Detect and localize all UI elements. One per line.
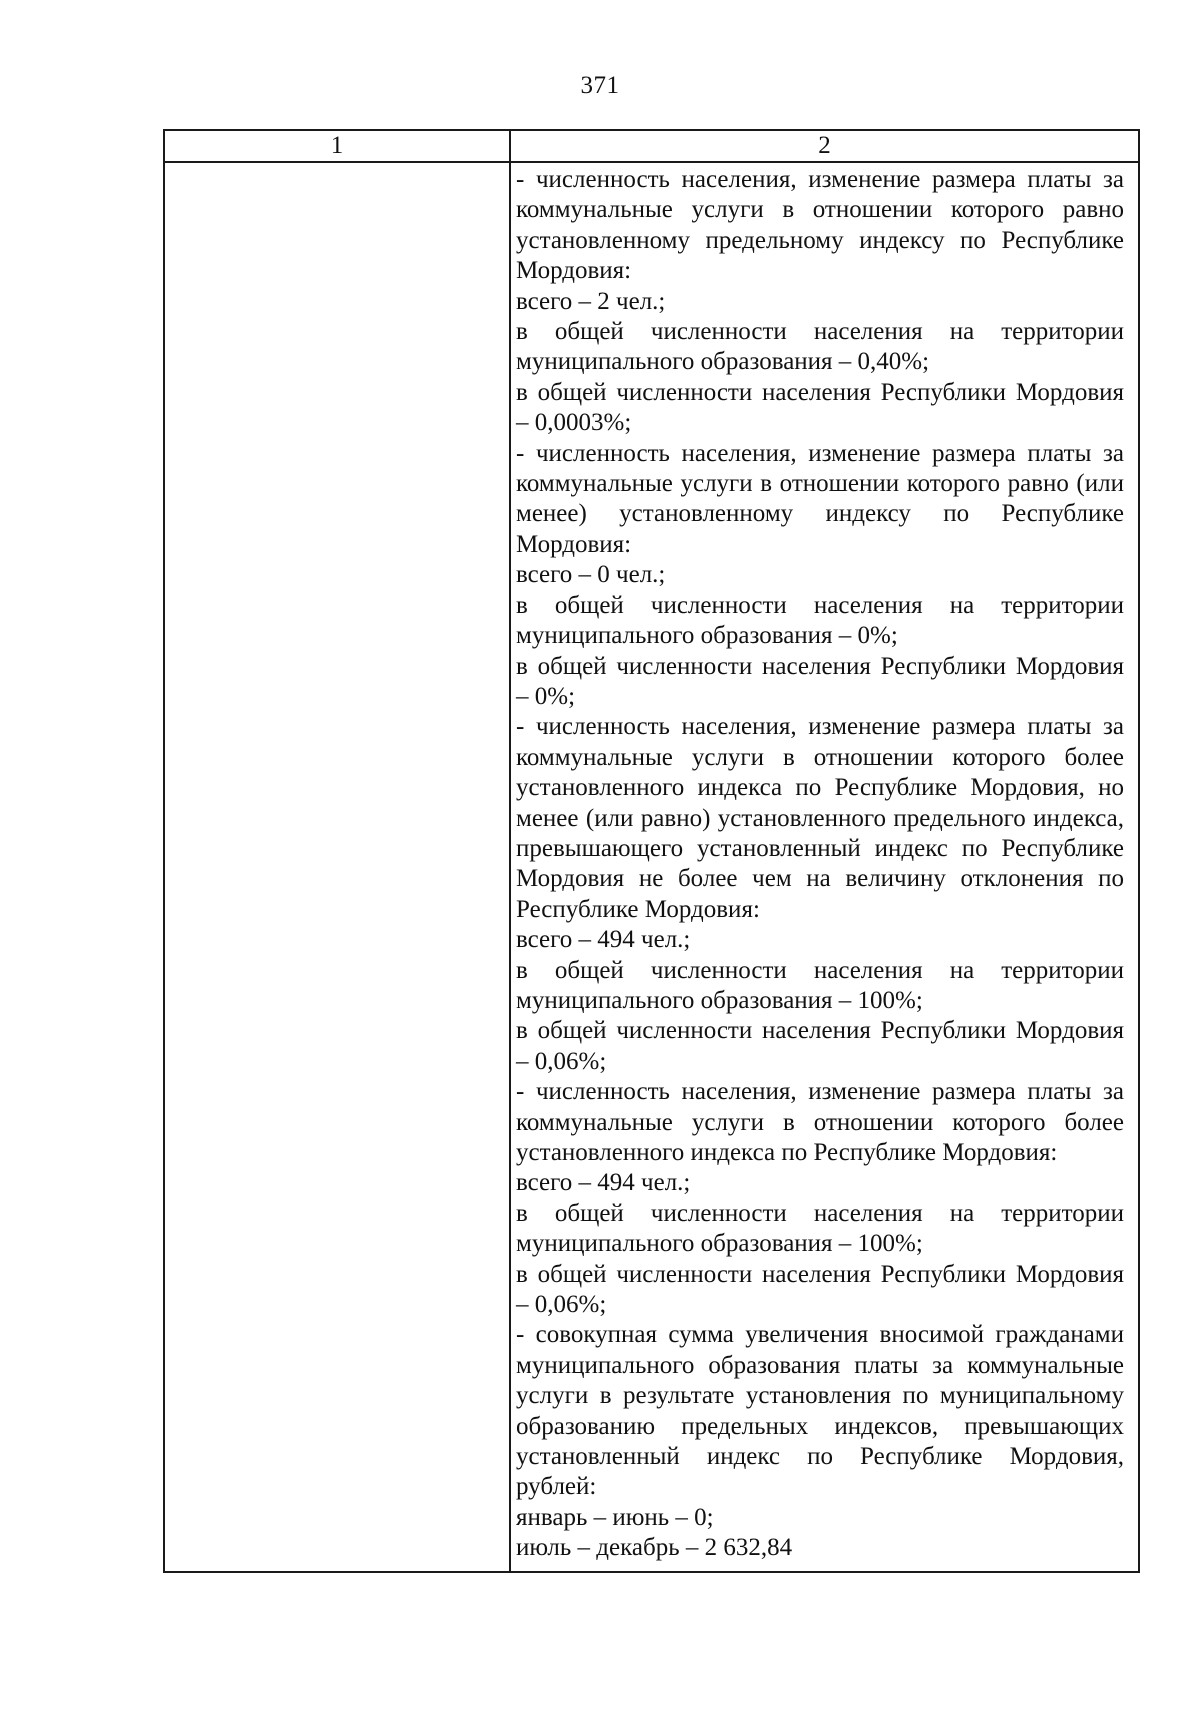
paragraph: в общей численности населения на территории муниципального образования – 100%; (516, 1199, 1124, 1258)
table-header-row (165, 131, 1138, 163)
paragraph: в общей численности населения на территории муниципального образования – 100%; (516, 956, 1124, 1014)
column-divider (509, 131, 511, 1571)
paragraph: январь – июнь – 0; (516, 1503, 714, 1531)
paragraph: июль – декабрь – 2 632,84 (516, 1534, 793, 1562)
paragraph: в общей численности населения Республики Мордовия – 0%; (516, 652, 1124, 710)
page-number: 371 (580, 72, 620, 99)
paragraph: всего – 2 чел.; (516, 287, 666, 315)
paragraph: в общей численности населения Республики Мордовия – 0,06%; (516, 1260, 1124, 1319)
header-cell-2: 2 (818, 132, 831, 159)
document-table (163, 129, 1140, 1573)
paragraph: в общей численности населения на территории муниципального образования – 0,40%; (516, 318, 1124, 376)
content-cell (516, 165, 1124, 1564)
paragraph: - совокупная сумма увеличения вносимой гражданами муниципального образования платы за коммунальные услуги в результате установления по муниципальному образованию предельных индексов, превышающих установленный индекс по Республике Мордовия, рублей: (516, 1321, 1124, 1501)
paragraph: в общей численности населения Республики Мордовия – 0,06%; (516, 1017, 1124, 1075)
paragraph: - численность населения, изменение размера платы за коммунальные услуги в отношении которого равно установленному предельному индексу по Республике Мордовия: (516, 166, 1124, 285)
paragraph: в общей численности населения Республики Мордовия – 0,0003%; (516, 378, 1124, 437)
header-cell-1: 1 (330, 132, 344, 159)
paragraph: всего – 494 чел.; (516, 926, 691, 954)
paragraph: - численность населения, изменение размера платы за коммунальные услуги в отношении которого более установленного индекса по Республике Мордовия: (516, 1078, 1124, 1166)
paragraph: в общей численности населения на территории муниципального образования – 0%; (516, 591, 1124, 650)
paragraph: - численность населения, изменение размера платы за коммунальные услуги в отношении которого более установленного индекса по Республике Мордовия, но менее (или равно) установленного предельного индекса, превышающего установленный индекс по Республике Мордовия не более чем на величину отклонения по Республике Мордовия: (516, 713, 1124, 923)
paragraph: - численность населения, изменение размера платы за коммунальные услуги в отношении которого равно (или менее) установленному индексу по Республике Мордовия: (516, 439, 1124, 558)
paragraph: всего – 0 чел.; (516, 561, 666, 589)
paragraph: всего – 494 чел.; (516, 1169, 691, 1197)
